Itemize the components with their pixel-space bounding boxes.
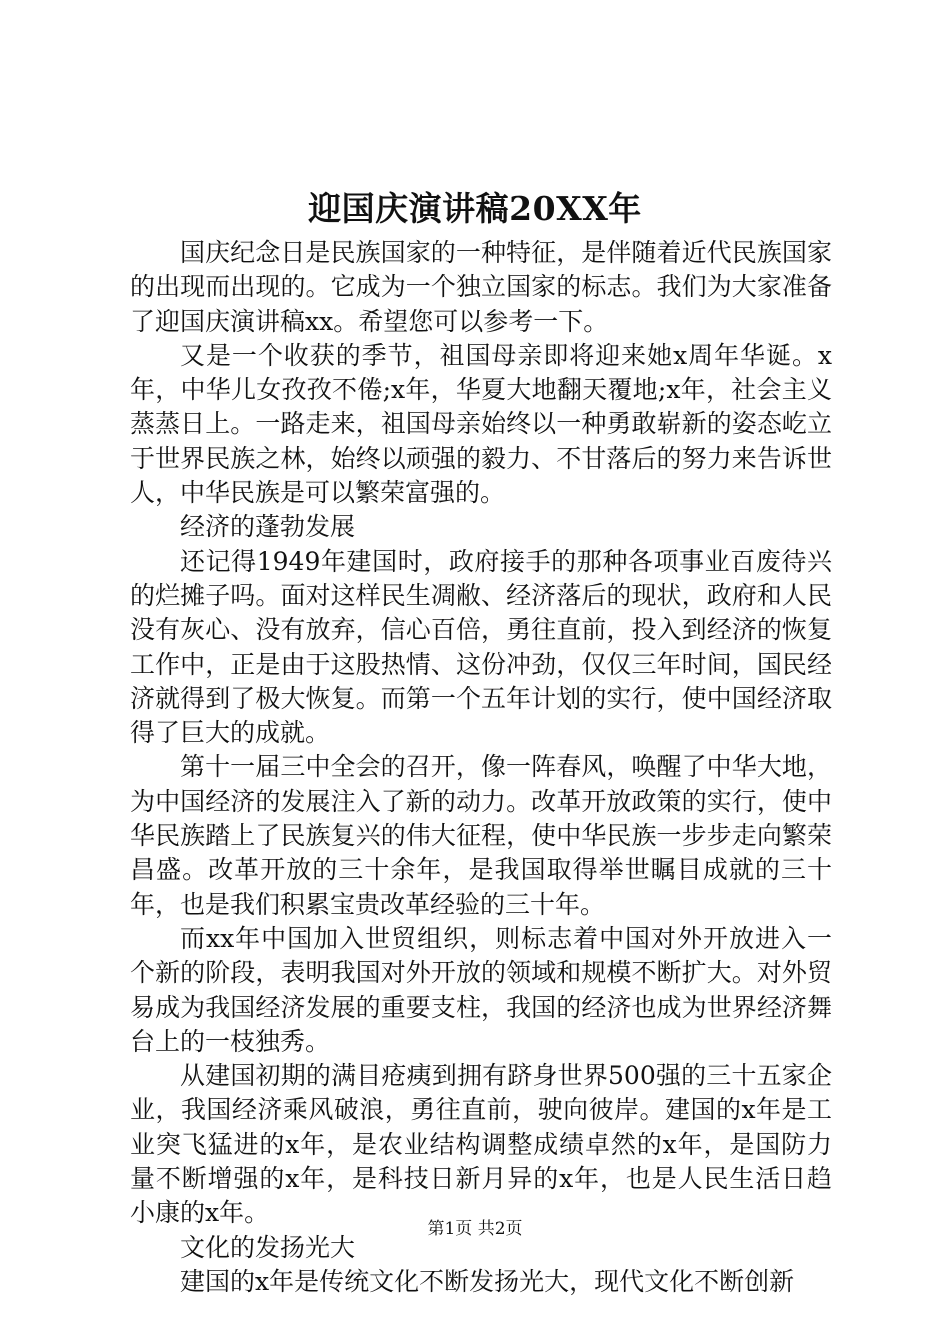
paragraph: 还记得1949年建国时，政府接手的那种各项事业百废待兴的烂摊子吗。面对这样民生凋敝、经济落后的现状，政府和人民没有灰心、没有放弃，信心百倍，勇往直前，投入到经济的恢复工作中，正是由于这股热情、这份冲劲，仅仅三年时间，国民经济就得到了极大恢复。而第一个五年计划的实行，使中国经济取得了巨大的成就。	[130, 546, 832, 748]
document-title: 迎国庆演讲稿20XX年	[308, 189, 642, 228]
paragraph: 建国的x年是传统文化不断发扬光大，现代文化不断创新	[180, 1266, 795, 1296]
page-number-footer: 第1页 共2页	[427, 1219, 523, 1239]
paragraph: 国庆纪念日是民族国家的一种特征，是伴随着近代民族国家的出现而出现的。它成为一个独立国家的标志。我们为大家准备了迎国庆演讲稿xx。希望您可以参考一下。	[130, 238, 832, 336]
section-heading: 经济的蓬勃发展	[180, 512, 356, 542]
paragraph: 又是一个收获的季节，祖国母亲即将迎来她x周年华诞。x年，中华儿女孜孜不倦;x年，华夏大地翻天覆地;x年，社会主义蒸蒸日上。一路走来，祖国母亲始终以一种勇敢崭新的姿态屹立于世界民族之林，始终以顽强的毅力、不甘落后的努力来告诉世人，中华民族是可以繁荣富强的。	[130, 340, 832, 508]
paragraph: 第十一届三中全会的召开，像一阵春风，唤醒了中华大地，为中国经济的发展注入了新的动力。改革开放政策的实行，使中华民族踏上了民族复兴的伟大征程，使中华民族一步步走向繁荣昌盛。改革开放的三十余年，是我国取得举世瞩目成就的三十年，也是我们积累宝贵改革经验的三十年。	[130, 752, 832, 919]
paragraph: 从建国初期的满目疮痍到拥有跻身世界500强的三十五家企业，我国经济乘风破浪，勇往直前，驶向彼岸。建国的x年是工业突飞猛进的x年，是农业结构调整成绩卓然的x年，是国防力量不断增强的x年，是科技日新月异的x年，也是人民生活日趋小康的x年。	[130, 1061, 832, 1228]
section-heading: 文化的发扬光大	[180, 1232, 356, 1262]
paragraph: 而xx年中国加入世贸组织，则标志着中国对外开放进入一个新的阶段，表明我国对外开放的领域和规模不断扩大。对外贸易成为我国经济发展的重要支柱，我国的经济也成为世界经济舞台上的一枝独秀。	[130, 923, 832, 1056]
document-body	[130, 236, 832, 1299]
